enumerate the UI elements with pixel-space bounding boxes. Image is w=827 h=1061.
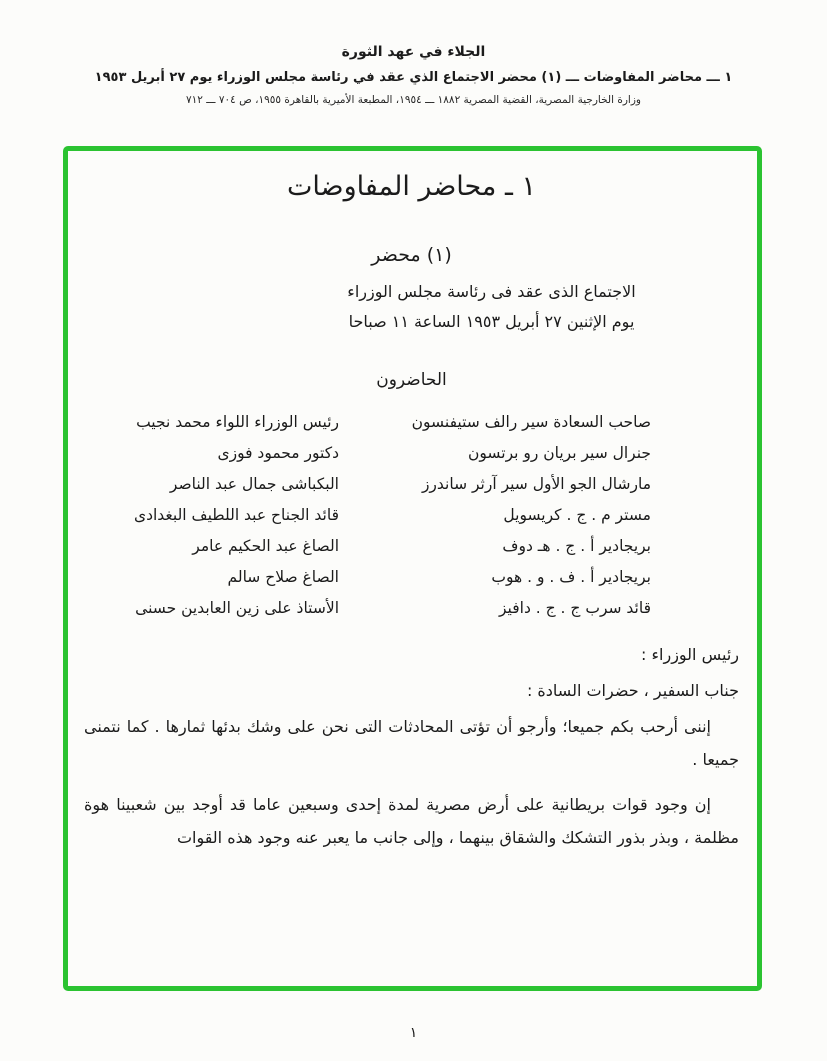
salutation-line: جناب السفير ، حضرات السادة : <box>526 681 739 700</box>
attendee-british: صاحب السعادة سير رالف ستيفنسون <box>411 413 651 431</box>
page-footer <box>0 1022 827 1041</box>
attendee-egyptian: رئيس الوزراء اللواء محمد نجيب <box>136 413 339 431</box>
attendee-row <box>104 562 651 593</box>
body-paragraph: إن وجود قوات بريطانية على أرض مصرية لمدة إحدى وسبعين عاما قد أوجد بين شعبينا هوة مظلمة ، وبذر بذور التشكك والشقاق بينهما ، وإلى جانب ما يعبر عنه وجود هذه القوات <box>84 795 739 847</box>
attendee-egyptian: الصاغ صلاح سالم <box>227 568 339 586</box>
attendee-row <box>104 469 651 500</box>
attendee-egyptian: قائد الجناح عبد اللطيف البغدادى <box>133 506 339 524</box>
attendee-british: بريجادير أ . ف . و . هوب <box>491 568 651 586</box>
page-header <box>0 44 827 106</box>
attendee-row <box>104 407 651 438</box>
book-title: الجلاء في عهد الثورة <box>341 44 486 60</box>
meeting-venue-line: الاجتماع الذى عقد فى رئاسة مجلس الوزراء <box>347 282 636 301</box>
attendee-egyptian: البكباشى جمال عبد الناصر <box>169 475 339 493</box>
attendee-british: مستر م . ج . كريسويل <box>503 506 651 524</box>
attendee-row <box>104 438 651 469</box>
source-citation: وزارة الخارجية المصرية، القضية المصرية ١٨٨٢ ـــ ١٩٥٤، المطبعة الأميرية بالقاهرة ١٩٥٥، ص ٧٠٤ ـــ ٧١٢ <box>185 94 641 106</box>
page-number: ١ <box>409 1025 418 1041</box>
meeting-details <box>164 277 819 337</box>
meeting-date-line: يوم الإثنين ٢٧ أبريل ١٩٥٣ الساعة ١١ صباحا <box>348 312 635 331</box>
speaker-label: رئيس الوزراء : <box>641 645 739 664</box>
attendee-british: بريجادير أ . ج . هـ دوف <box>502 537 651 555</box>
document-body <box>68 151 757 986</box>
attendee-row <box>104 500 651 531</box>
attendee-egyptian: دكتور محمود فوزى <box>217 444 339 462</box>
attendee-british: جنرال سير بريان رو برتسون <box>468 444 651 462</box>
attendee-british: مارشال الجو الأول سير آرثر ساندرز <box>421 475 651 493</box>
body-paragraph: إننى أرحب بكم جميعا؛ وأرجو أن تؤتى المحادثات التى نحن على وشك بدئها ثمارها . كما نتمنى جميعا . <box>84 717 739 769</box>
attendee-egyptian: الأستاذ على زين العابدين حسنى <box>135 599 339 617</box>
attendee-egyptian: الصاغ عبد الحكيم عامر <box>192 537 339 555</box>
highlight-annotation-frame <box>63 146 762 991</box>
attendee-row <box>104 593 651 624</box>
attendee-british: قائد سرب ج . ج . دافيز <box>499 599 651 617</box>
document-title: ١ ـ محاضر المفاوضات <box>287 171 536 202</box>
attendees-heading: الحاضرون <box>376 370 447 390</box>
attendee-row <box>104 531 651 562</box>
record-heading: (١) محضر <box>371 244 452 266</box>
chapter-heading: ١ ـــ محاضر المفاوضات ـــ (١) محضر الاجتماع الذي عقد في رئاسة مجلس الوزراء يوم ٢٧ أبريل ١٩٥٣ <box>94 70 733 85</box>
attendees-list <box>84 407 739 624</box>
